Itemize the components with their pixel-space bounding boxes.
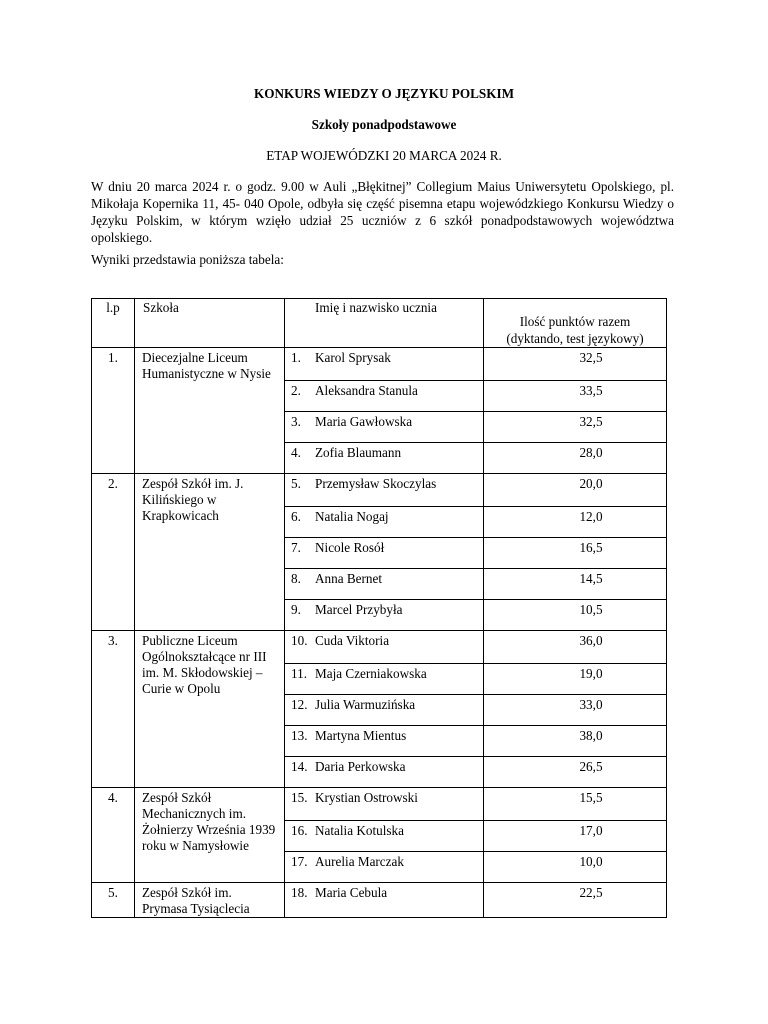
student-number: 14. <box>291 759 308 774</box>
student-points: 10,0 <box>484 852 667 883</box>
student-cell <box>285 443 484 474</box>
student-points: 19,0 <box>484 664 667 695</box>
school-lp: 2. <box>92 474 135 631</box>
table-row <box>92 788 667 821</box>
student-name: Anna Bernet <box>315 571 383 586</box>
student-cell <box>285 381 484 412</box>
intro-paragraph: W dniu 20 marca 2024 r. o godz. 9.00 w Auli „Błękitnej” Collegium Maius Uniwersytetu Opolskiego, pl. Mikołaja Kopernika 11, 45- 040 Opole, odbyła się część pisemna etapu wojewódzkiego Konkursu Wiedzy o Języku Polskim, w którym wzięło udział 25 uczniów z 6 szkół ponadpodstawowych województwa opolskiego. <box>91 179 674 245</box>
document-subtitle: Szkoły ponadpodstawowe <box>311 117 457 132</box>
school-lp: 1. <box>92 348 135 474</box>
student-cell <box>285 726 484 757</box>
results-intro: Wyniki przedstawia poniższa tabela: <box>91 252 284 267</box>
table-header-row <box>92 299 667 348</box>
student-cell <box>285 348 484 381</box>
student-points: 16,5 <box>484 538 667 569</box>
student-number: 18. <box>291 885 308 900</box>
student-points: 33,5 <box>484 381 667 412</box>
table-row <box>92 631 667 664</box>
student-points: 28,0 <box>484 443 667 474</box>
student-cell <box>285 788 484 821</box>
student-name: Aleksandra Stanula <box>315 383 418 398</box>
student-name: Zofia Blaumann <box>315 445 402 460</box>
school-lp: 3. <box>92 631 135 788</box>
school-name: Zespół Szkół im. J. Kilińskiego w Krapkowicach <box>135 474 285 631</box>
student-cell <box>285 569 484 600</box>
student-name: Daria Perkowska <box>315 759 406 774</box>
student-points: 36,0 <box>484 631 667 664</box>
student-name: Przemysław Skoczylas <box>315 476 437 491</box>
student-number: 16. <box>291 823 308 838</box>
student-cell <box>285 474 484 507</box>
header-points <box>484 299 667 348</box>
table-row <box>92 883 667 918</box>
student-points: 38,0 <box>484 726 667 757</box>
student-name: Julia Warmuzińska <box>315 697 416 712</box>
student-cell <box>285 664 484 695</box>
student-cell <box>285 852 484 883</box>
student-name: Maria Gawłowska <box>315 414 413 429</box>
student-name: Maja Czerniakowska <box>315 666 427 681</box>
student-cell <box>285 883 484 918</box>
student-cell <box>285 821 484 852</box>
results-table <box>91 298 667 918</box>
student-number: 9. <box>291 602 301 617</box>
student-number: 5. <box>291 476 301 491</box>
student-cell <box>285 412 484 443</box>
student-cell <box>285 600 484 631</box>
student-points: 22,5 <box>484 883 667 918</box>
student-name: Maria Cebula <box>315 885 388 900</box>
school-name: Diecezjalne Liceum Humanistyczne w Nysie <box>135 348 285 474</box>
header-points-line2: (dyktando, test językowy) <box>506 331 644 346</box>
student-name: Krystian Ostrowski <box>315 790 418 805</box>
student-name: Nicole Rosół <box>315 540 385 555</box>
student-points: 12,0 <box>484 507 667 538</box>
table-row <box>92 348 667 381</box>
header-lp: l.p <box>92 299 135 348</box>
school-lp: 4. <box>92 788 135 883</box>
student-points: 17,0 <box>484 821 667 852</box>
stage-heading: ETAP WOJEWÓDZKI 20 MARCA 2024 R. <box>266 148 502 163</box>
header-school: Szkoła <box>135 299 285 348</box>
school-lp: 5. <box>92 883 135 918</box>
results-body <box>92 348 667 918</box>
student-points: 32,5 <box>484 412 667 443</box>
student-number: 4. <box>291 445 301 460</box>
student-number: 1. <box>291 350 301 365</box>
student-cell <box>285 695 484 726</box>
student-name: Aurelia Marczak <box>315 854 404 869</box>
student-points: 15,5 <box>484 788 667 821</box>
student-cell <box>285 631 484 664</box>
table-row <box>92 474 667 507</box>
student-cell <box>285 757 484 788</box>
student-number: 11. <box>291 666 307 681</box>
student-name: Martyna Mientus <box>315 728 407 743</box>
student-number: 13. <box>291 728 308 743</box>
school-name: Zespół Szkół im. Prymasa Tysiąclecia <box>135 883 285 918</box>
student-points: 32,5 <box>484 348 667 381</box>
student-points: 14,5 <box>484 569 667 600</box>
header-student-name: Imię i nazwisko ucznia <box>285 299 484 348</box>
student-points: 33,0 <box>484 695 667 726</box>
student-cell <box>285 538 484 569</box>
student-points: 10,5 <box>484 600 667 631</box>
header-points-line1: Ilość punktów razem <box>519 314 631 329</box>
student-number: 2. <box>291 383 301 398</box>
student-name: Natalia Kotulska <box>315 823 404 838</box>
student-name: Marcel Przybyła <box>315 602 403 617</box>
document-title: KONKURS WIEDZY O JĘZYKU POLSKIM <box>253 86 515 101</box>
school-name: Zespół Szkół Mechanicznych im. Żołnierzy Września 1939 roku w Namysłowie <box>135 788 285 883</box>
student-points: 20,0 <box>484 474 667 507</box>
school-name: Publiczne Liceum Ogólnokształcące nr III im. M. Skłodowskiej – Curie w Opolu <box>135 631 285 788</box>
student-number: 10. <box>291 633 308 648</box>
student-number: 17. <box>291 854 308 869</box>
student-name: Natalia Nogaj <box>315 509 389 524</box>
student-number: 15. <box>291 790 308 805</box>
student-number: 3. <box>291 414 301 429</box>
student-number: 6. <box>291 509 301 524</box>
student-number: 12. <box>291 697 308 712</box>
student-number: 7. <box>291 540 301 555</box>
student-cell <box>285 507 484 538</box>
student-name: Karol Sprysak <box>315 350 391 365</box>
student-number: 8. <box>291 571 301 586</box>
student-points: 26,5 <box>484 757 667 788</box>
student-name: Cuda Viktoria <box>315 633 390 648</box>
